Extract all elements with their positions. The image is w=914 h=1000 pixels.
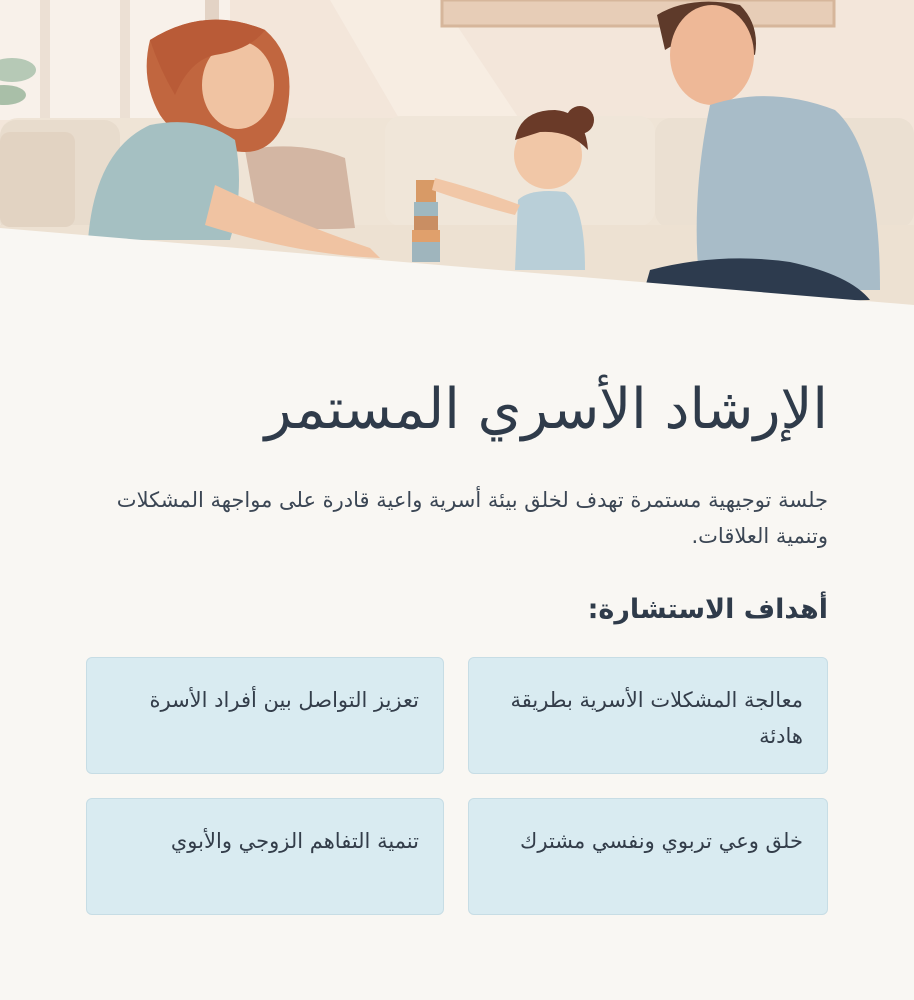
goal-card: خلق وعي تربوي ونفسي مشترك (468, 798, 828, 915)
goal-card: تعزيز التواصل بين أفراد الأسرة (86, 657, 444, 774)
goals-heading: أهداف الاستشارة: (587, 594, 828, 625)
goals-grid (86, 657, 828, 915)
main-content (86, 370, 828, 853)
goal-card: تنمية التفاهم الزوجي والأبوي (86, 798, 444, 915)
page-title: الإرشاد الأسري المستمر (264, 377, 828, 442)
goal-card: معالجة المشكلات الأسرية بطريقة هادئة (468, 657, 828, 774)
hero-illustration (0, 0, 914, 305)
service-description: جلسة توجيهية مستمرة تهدف لخلق بيئة أسرية واعية قادرة على مواجهة المشكلات وتنمية العلاقات. (116, 488, 828, 548)
